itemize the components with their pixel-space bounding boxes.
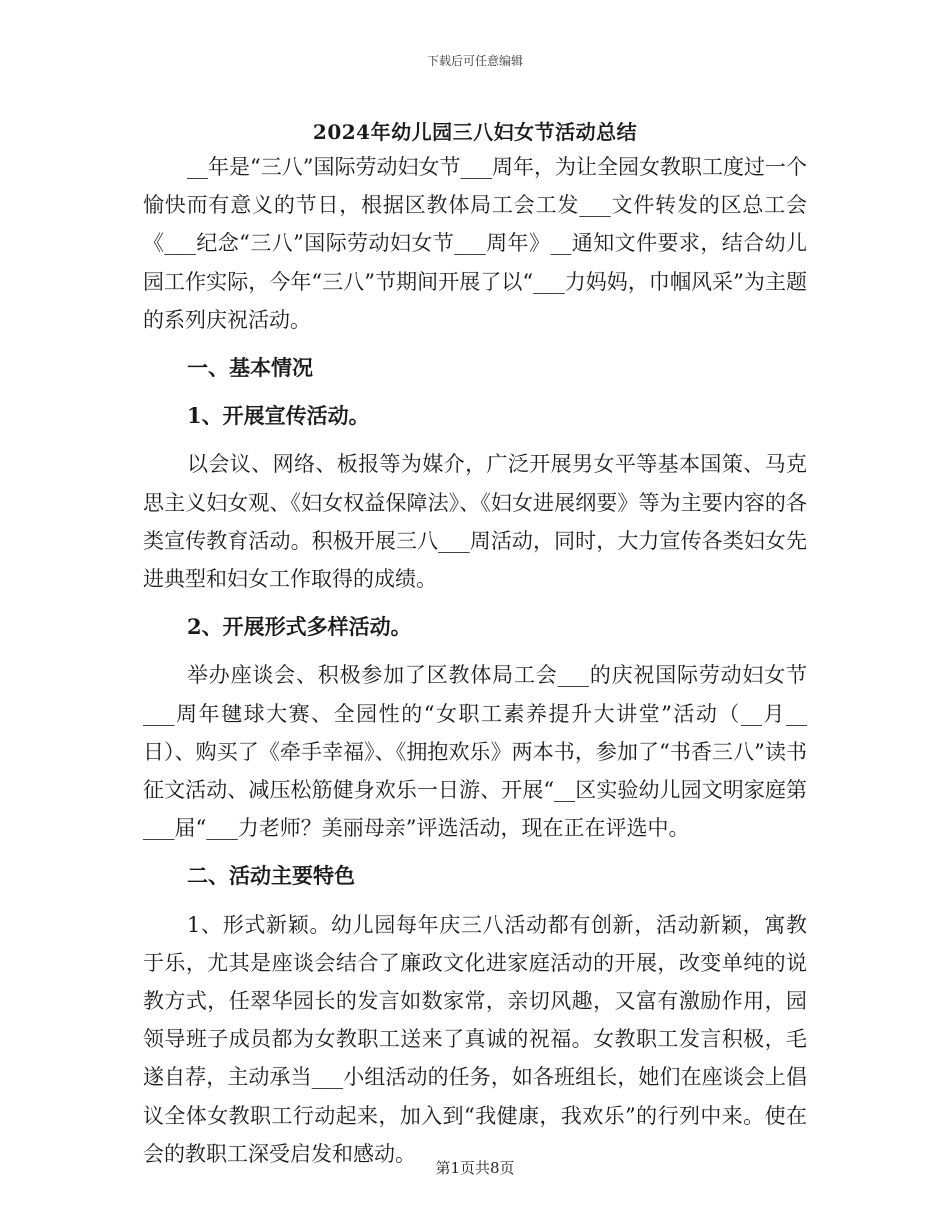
intro-paragraph: __年是“三八”国际劳动妇女节___周年，为让全园女教职工度过一个愉快而有意义的节日，根据区教体局工会工发___文件转发的区总工会《___纪念“三八”国际劳动妇女节___周年》__通知文件要求，结合幼儿园工作实际，今年“三八”节期间开展了以“___力妈妈，巾帼风采”为主题的系列庆祝活动。	[143, 155, 807, 332]
spacer	[143, 646, 807, 656]
spacer	[143, 598, 807, 608]
page-number: 第1页共8页	[435, 1159, 515, 1177]
section2-heading: 二、活动主要特色	[187, 863, 355, 889]
document-body	[143, 148, 807, 1173]
spacer	[143, 847, 807, 857]
section1-sub1-heading: 1、开展宣传活动。	[187, 403, 370, 429]
spacer	[143, 896, 807, 906]
spacer	[143, 339, 807, 349]
spacer	[143, 387, 807, 397]
section1-sub2-paragraph: 举办座谈会、积极参加了区教体局工会___的庆祝国际劳动妇女节___周年毽球大赛、全园性的“女职工素养提升大讲堂”活动（__月__日）、购买了《牵手幸福》、《拥抱欢乐》两本书，参加了“书香三八”读书征文活动、减压松筋健身欢乐一日游、开展“__区实验幼儿园文明家庭第___届“___力老师？美丽母亲”评选活动，现在正在评选中。	[143, 663, 807, 841]
section1-heading: 一、基本情况	[187, 355, 313, 381]
section1-sub1-paragraph: 以会议、网络、板报等为媒介，广泛开展男女平等基本国策、马克思主义妇女观、《妇女权益保障法》、《妇女进展纲要》等为主要内容的各类宣传教育活动。积极开展三八___周活动，同时，大力宣传各类妇女先进典型和妇女工作取得的成绩。	[143, 452, 807, 592]
spacer	[143, 435, 807, 445]
section1-sub2-heading: 2、开展形式多样活动。	[187, 614, 412, 640]
document-title: 2024年幼儿园三八妇女节活动总结	[312, 120, 638, 144]
header-note: 下载后可任意编辑	[426, 54, 523, 68]
section2-paragraph: 1、形式新颖。幼儿园每年庆三八活动都有创新，活动新颖，寓教于乐，尤其是座谈会结合了廉政文化进家庭活动的开展，改变单纯的说教方式，任翠华园长的发言如数家常，亲切风趣，又富有激励作用，园领导班子成员都为女教职工送来了真诚的祝福。女教职工发言积极，毛遂自荐，主动承当___小组活动的任务，如各班组长，她们在座谈会上倡议全体女教职工行动起来，加入到“我健康，我欢乐”的行列中来。使在会的教职工深受启发和感动。	[143, 912, 807, 1166]
